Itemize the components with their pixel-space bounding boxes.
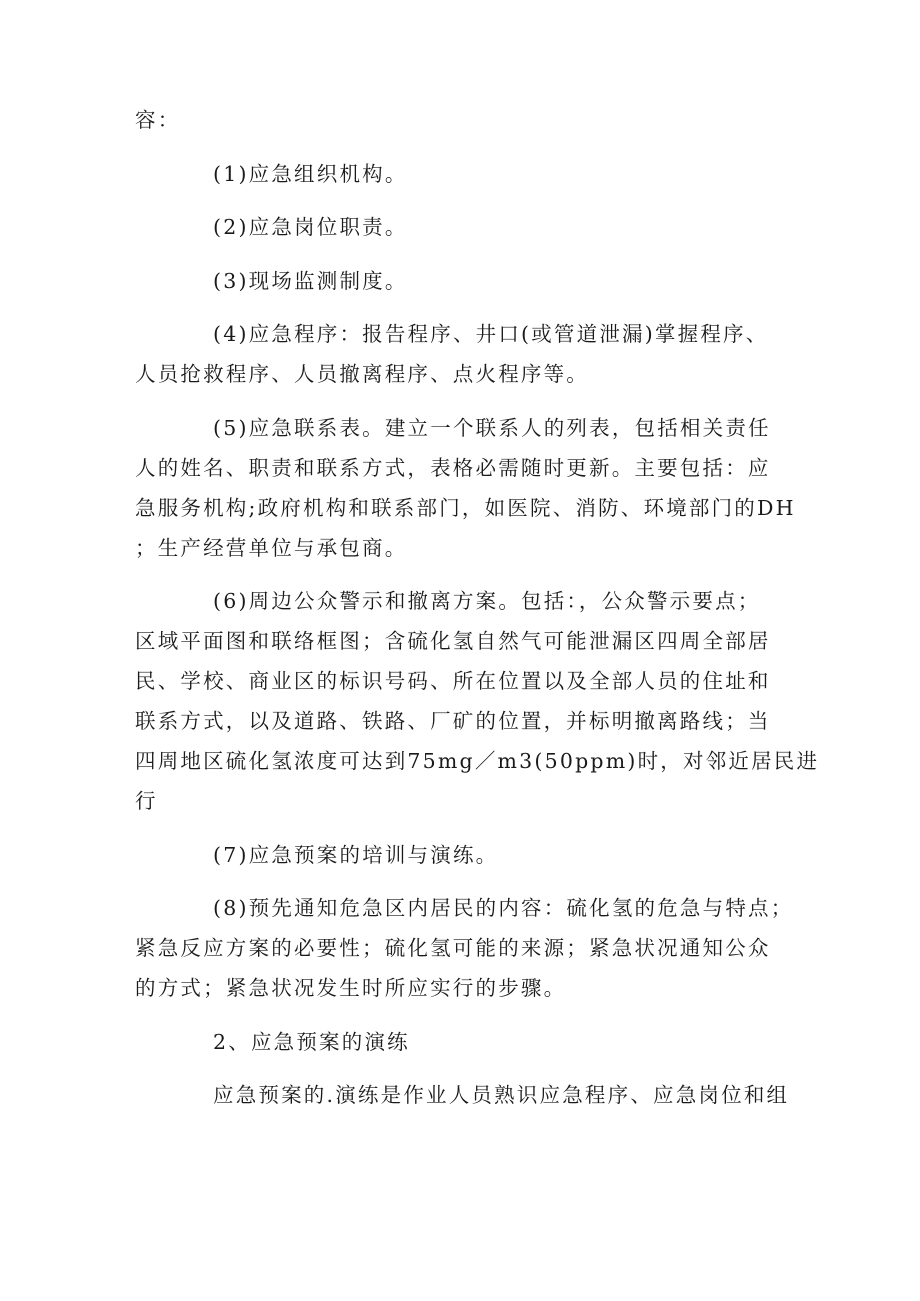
text-line: (2)应急岗位职责。 xyxy=(213,215,408,239)
paragraph xyxy=(135,100,795,140)
text-line: 紧急反应方案的必要性；硫化氢可能的来源；紧急状况通知公众 xyxy=(135,936,771,960)
paragraph xyxy=(135,408,795,568)
text-line: 的方式；紧急状况发生时所应实行的步骤。 xyxy=(135,976,567,1000)
text-line: 联系方式，以及道路、铁路、厂矿的位置，并标明撤离路线；当 xyxy=(135,709,771,733)
document-body xyxy=(135,100,820,1129)
text-line: (7)应急预案的培训与演练。 xyxy=(213,842,499,867)
text-line: (5)应急联系表。建立一个联系人的列表，包括相关责任 xyxy=(213,415,771,440)
text-line: (1)应急组织机构。 xyxy=(213,161,408,186)
text-line: 人的姓名、职责和联系方式，表格必需随时更新。主要包括：应 xyxy=(135,455,771,480)
text-line: 民、学校、商业区的标识号码、所在位置以及全部人员的住址和 xyxy=(135,669,771,693)
paragraph xyxy=(135,261,795,301)
text-line: (8)预先通知危急区内居民的内容：硫化氢的危急与特点； xyxy=(213,896,794,920)
paragraph xyxy=(135,835,795,875)
text-line: 四周地区硫化氢浓度可达到75mg／m3(50ppm)时，对邻近居民进 xyxy=(135,749,820,773)
text-line: (4)应急程序：报告程序、井口(或管道泄漏)掌握程序、 xyxy=(213,322,769,346)
text-line: (3)现场监测制度。 xyxy=(213,268,408,293)
text-line: 应急预案的.演练是作业人员熟识应急程序、应急岗位和组 xyxy=(213,1083,790,1107)
text-line: (6)周边公众警示和撤离方案。包括：，公众警示要点； xyxy=(213,589,761,613)
paragraph xyxy=(135,154,795,194)
paragraph xyxy=(135,1022,795,1062)
text-line: 人员抢救程序、人员撤离程序、点火程序等。 xyxy=(135,362,589,386)
paragraph xyxy=(135,581,820,821)
text-line: 2、应急预案的演练 xyxy=(213,1029,410,1054)
paragraph xyxy=(135,1075,795,1115)
paragraph xyxy=(135,314,795,394)
text-line: 容： xyxy=(135,108,181,132)
paragraph xyxy=(135,207,795,247)
text-line: 行 xyxy=(135,789,158,813)
text-line: 区域平面图和联络框图；含硫化氢自然气可能泄漏区四周全部居 xyxy=(135,629,771,653)
paragraph xyxy=(135,888,795,1008)
text-line: 急服务机构;政府机构和联系部门，如医院、消防、环境部门的DH xyxy=(135,495,796,520)
text-line: ；生产经营单位与承包商。 xyxy=(135,535,408,560)
